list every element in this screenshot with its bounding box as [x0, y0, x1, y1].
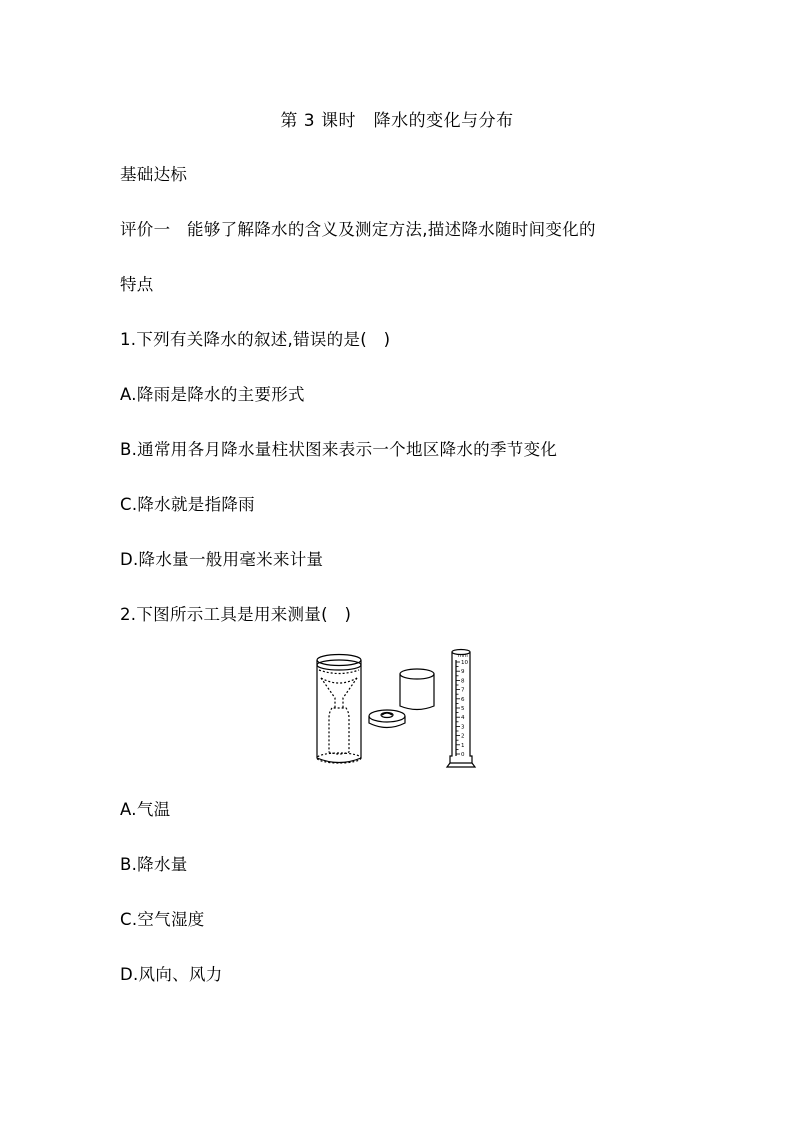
objective-line-2: 特点	[120, 275, 154, 294]
scale-label: 7	[461, 687, 465, 694]
section-heading: 基础达标	[120, 165, 188, 184]
rain-gauge-figure	[312, 646, 484, 772]
scale-label: 5	[461, 706, 465, 712]
lesson-title: 第 3 课时 降水的变化与分布	[280, 111, 514, 131]
question-1-option-d: D.降水量一般用毫米来计量	[120, 550, 324, 569]
question-2-option-d: D.风向、风力	[120, 965, 223, 984]
collector-cup	[400, 669, 434, 710]
rain-gauge-cylinder	[316, 655, 362, 764]
scale-label: 4	[461, 715, 465, 722]
scale-label: 1	[461, 742, 465, 749]
objective-line-1: 评价一 能够了解降水的含义及测定方法,描述降水随时间变化的	[120, 220, 596, 239]
scale-label: 6	[461, 696, 465, 703]
question-2-option-a: A.气温	[120, 800, 171, 819]
question-1-option-a: A.降雨是降水的主要形式	[120, 385, 305, 404]
scale-label: 8	[461, 678, 465, 685]
funnel-lid	[369, 710, 405, 728]
question-2-stem: 2.下图所示工具是用来测量( )	[120, 605, 352, 624]
question-2-option-b: B.降水量	[120, 855, 188, 874]
measuring-scale	[456, 660, 468, 758]
scale-label: 3	[461, 724, 465, 731]
scale-unit-label: mm	[458, 653, 468, 659]
scale-label: 10	[461, 660, 468, 666]
scale-label: 2	[461, 733, 465, 740]
question-1-stem: 1.下列有关降水的叙述,错误的是( )	[120, 330, 391, 349]
question-2-option-c: C.空气湿度	[120, 910, 205, 929]
scale-label: 0	[461, 752, 465, 758]
question-1-option-c: C.降水就是指降雨	[120, 495, 255, 514]
scale-label: 9	[461, 669, 465, 676]
question-1-option-b: B.通常用各月降水量柱状图来表示一个地区降水的季节变化	[120, 440, 558, 459]
